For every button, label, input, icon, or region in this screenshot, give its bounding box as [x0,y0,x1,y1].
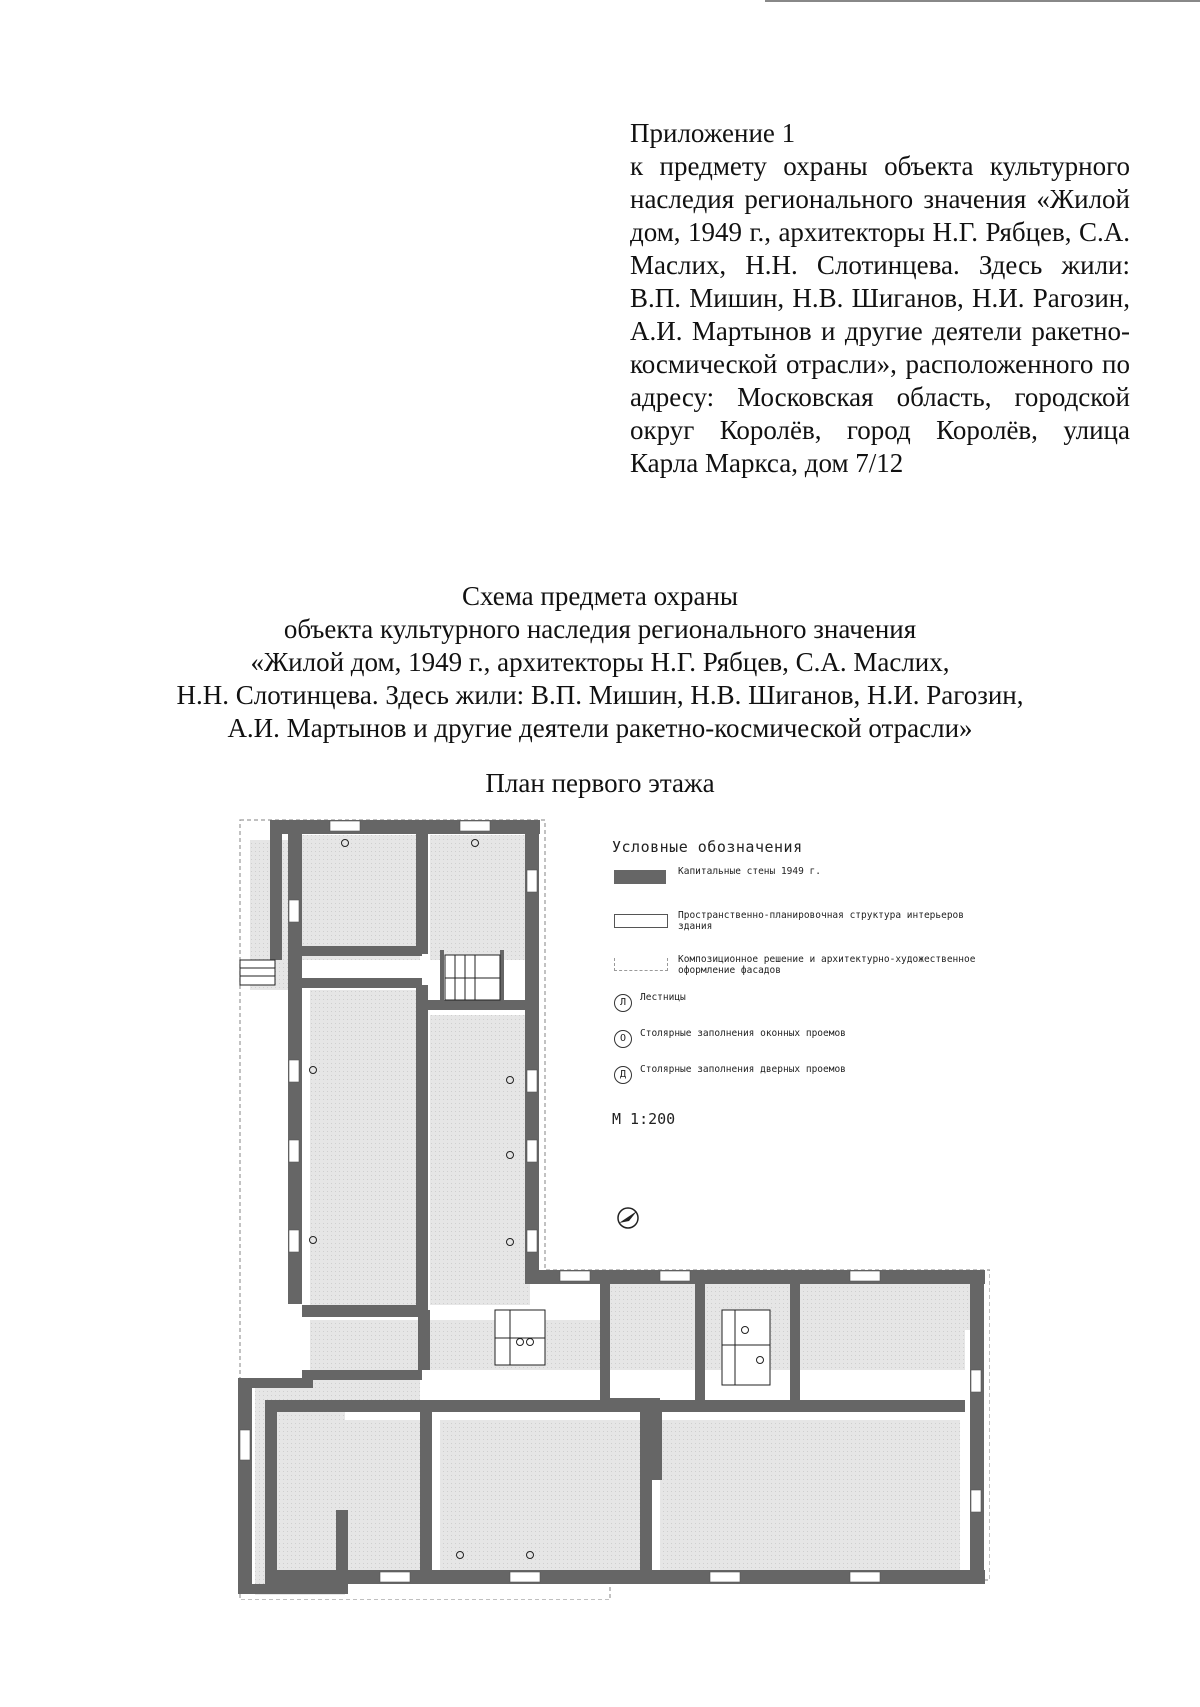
scheme-line-3: «Жилой дом, 1949 г., архитекторы Н.Г. Рябцев, С.А. Маслих, [250,647,950,677]
appendix-block [630,117,1130,480]
legend [612,838,976,1128]
legend-windows [612,1028,972,1060]
legend-structure-label: Пространственно-планировочная структура интерьеров здания [678,910,964,932]
legend-walls [612,866,972,900]
legend-stairs [612,992,972,1024]
legend-title: Условные обозначения [612,838,803,856]
scheme-title [0,580,1200,745]
stairs-icon: Л [614,994,632,1012]
appendix-heading: Приложение 1 [630,118,796,148]
plan-title: План первого этажа [485,768,715,798]
legend-walls-label: Капитальные стены 1949 г. [678,866,821,877]
wall-swatch [614,870,666,884]
scheme-line-4: Н.Н. Слотинцева. Здесь жили: В.П. Мишин, Н.В. Шиганов, Н.И. Рагозин, [176,680,1024,710]
scale-label: М 1:200 [612,1110,676,1128]
appendix-body: к предмету охраны объекта культурного наследия регионального значения «Жилой дом, 1949 г., архитекторы Н.Г. Рябцев, С.А. Маслих, Н.Н. Слотинцева. Здесь жили: В.П. Мишин, Н.В. Шиганов, Н.И. Рагозин, А.И. Мартынов и другие деятели ракетно-космической отрасли», расположенного по адресу: Московская область, городской округ Королёв, город Королёв, улица Карла Маркса, дом 7/12 [630,151,1130,478]
scheme-line-2: объекта культурного наследия регионального значения [283,614,917,644]
north-arrow-icon [615,1205,641,1231]
legend-stairs-label: Лестницы [640,992,686,1003]
door-icon: Д [614,1066,632,1084]
legend-windows-label: Столярные заполнения оконных проемов [640,1028,846,1039]
legend-doors-label: Столярные заполнения дверных проемов [640,1064,846,1075]
legend-facades [612,954,976,988]
scan-top-edge [765,0,1200,2]
legend-doors [612,1064,972,1096]
structure-swatch [614,914,668,928]
window-icon: О [614,1030,632,1048]
scheme-line-1: Схема предмета охраны [461,581,739,611]
legend-structure [612,910,972,944]
scheme-line-5: А.И. Мартынов и другие деятели ракетно-космической отрасли» [227,713,973,743]
facade-swatch [614,958,668,971]
legend-facades-label: Композиционное решение и архитектурно-художественное оформление фасадов [678,954,976,976]
